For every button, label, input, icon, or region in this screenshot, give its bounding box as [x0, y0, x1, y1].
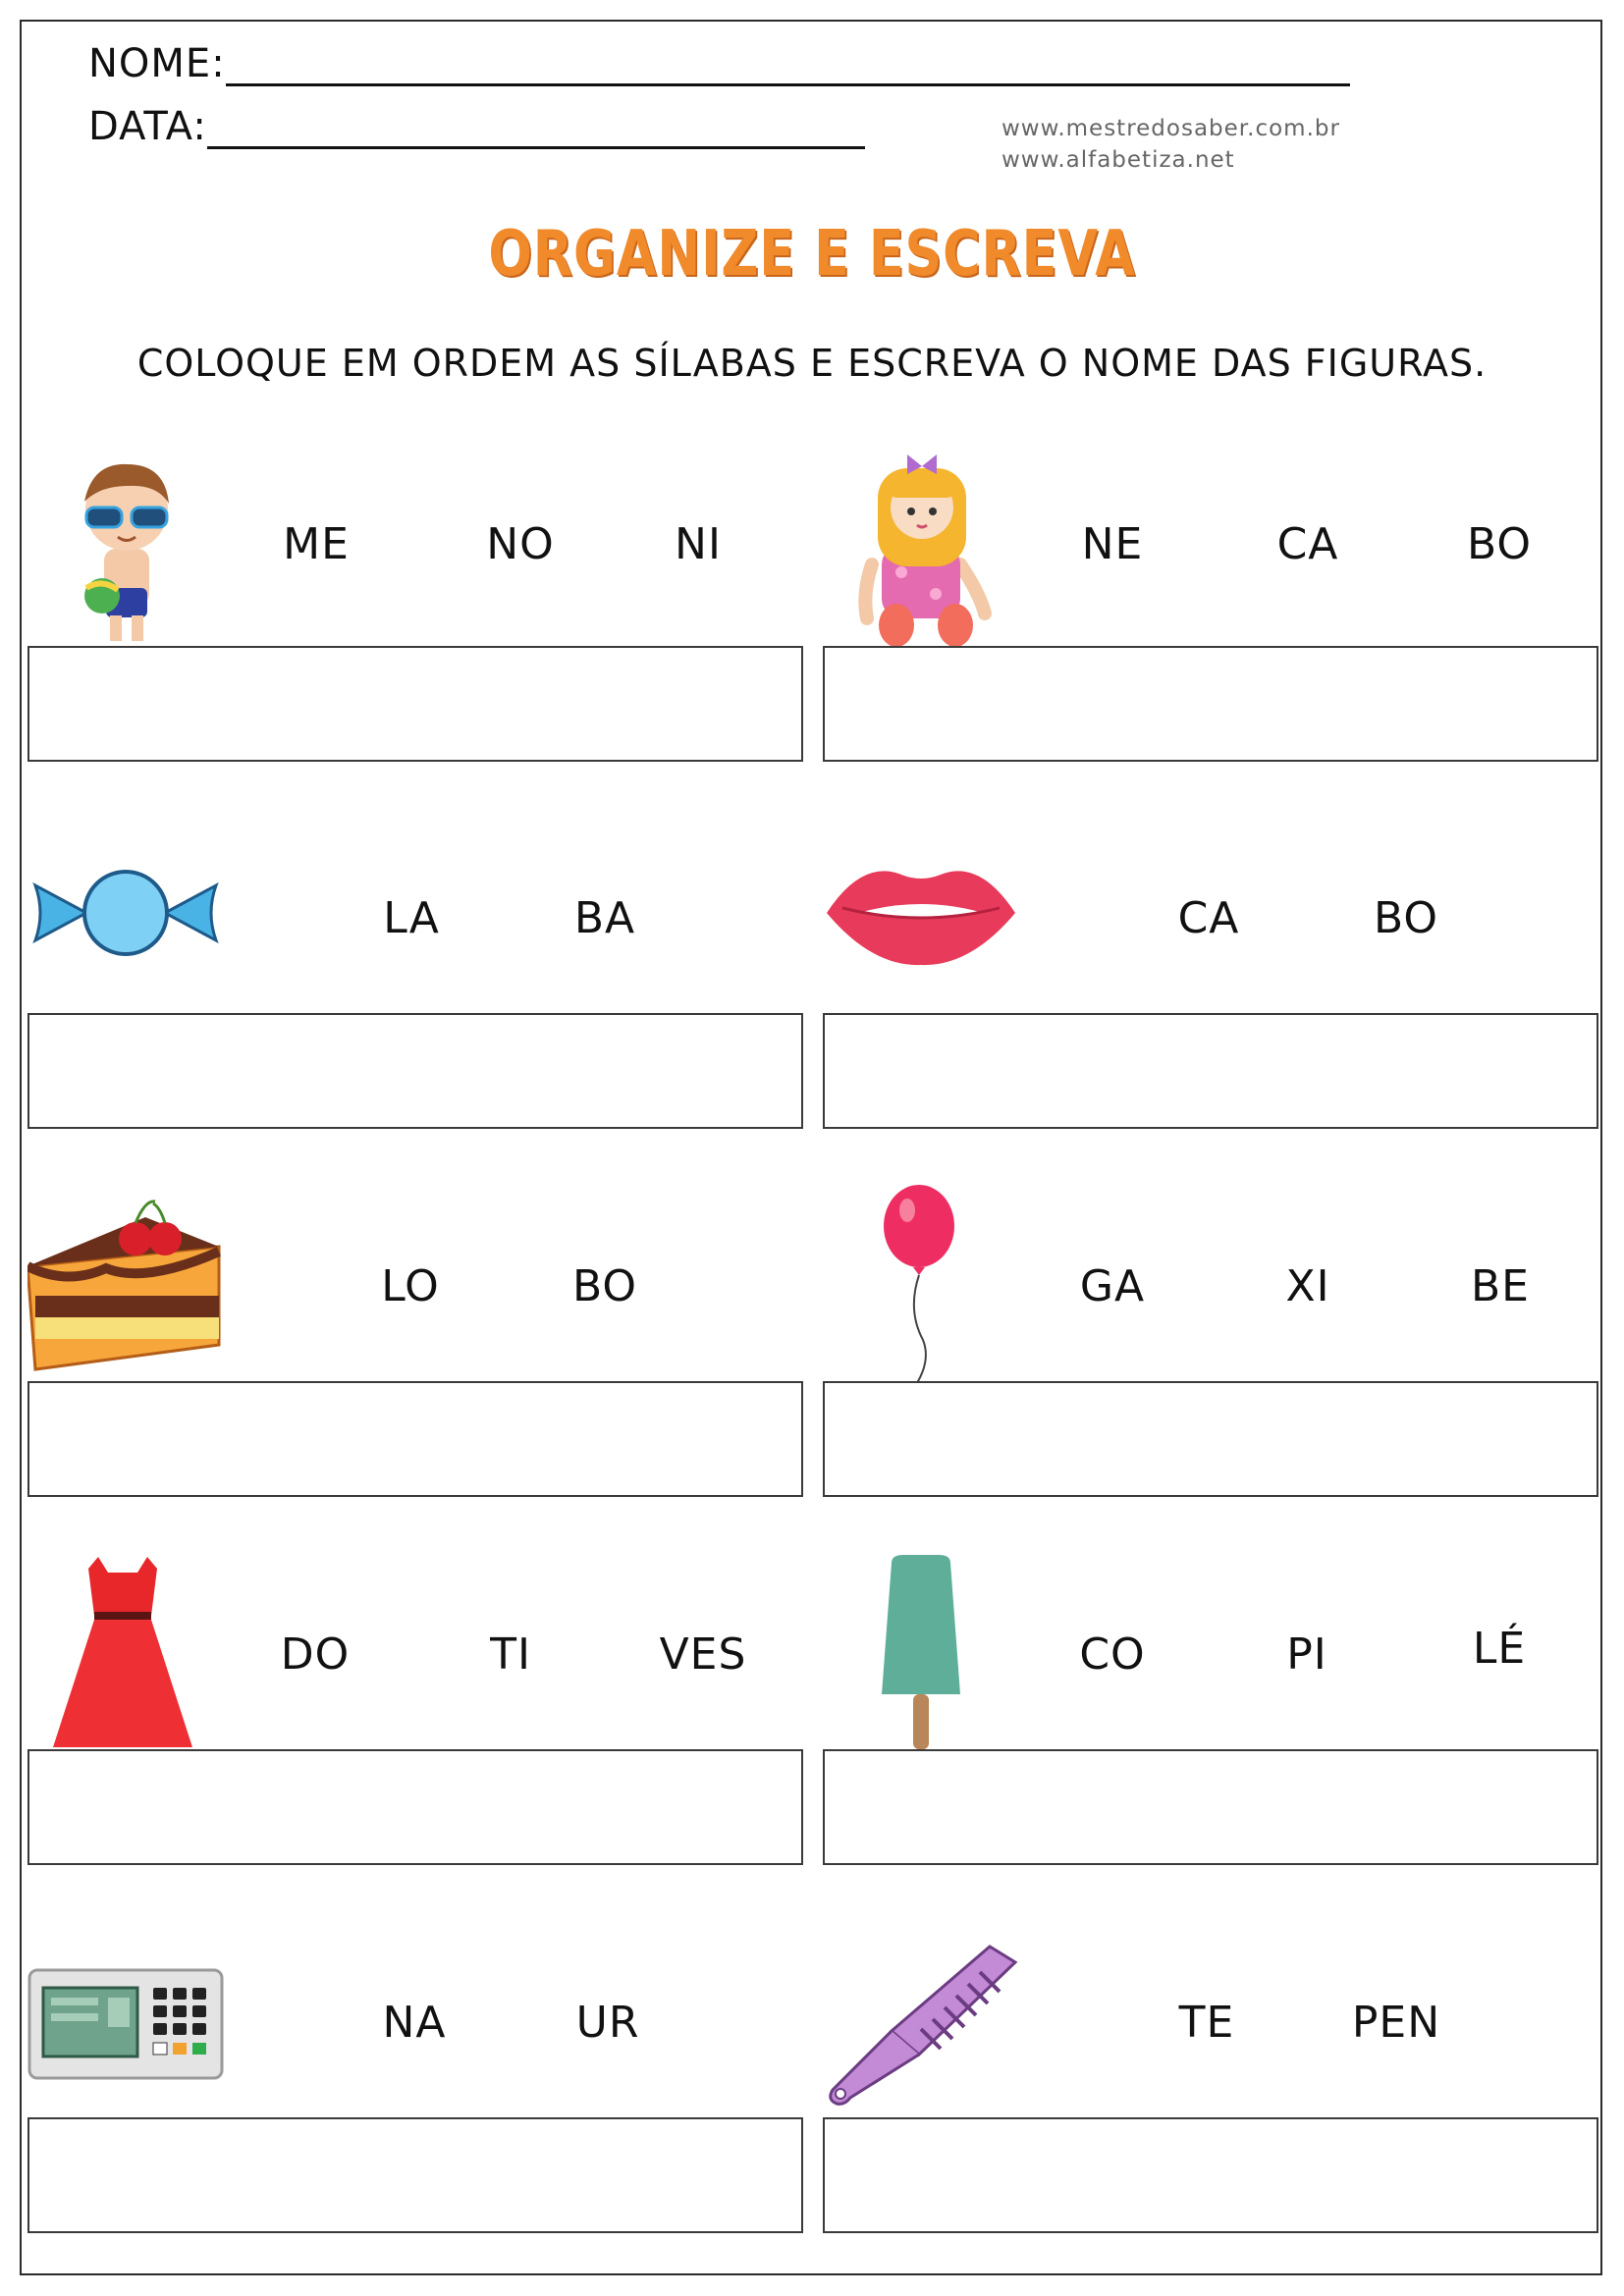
syllable: TI — [490, 1629, 531, 1680]
syllable: PEN — [1351, 1998, 1441, 2048]
balloon-icon — [874, 1183, 962, 1384]
syllable: TE — [1178, 1998, 1235, 2048]
answer-box[interactable] — [27, 1013, 803, 1129]
site-url-1: www.mestredosaber.com.br — [1001, 116, 1340, 141]
site-url-2: www.alfabetiza.net — [1001, 147, 1235, 173]
lips-icon — [823, 859, 1019, 967]
answer-box[interactable] — [823, 2117, 1598, 2233]
date-label: DATA: — [88, 104, 207, 149]
answer-box[interactable] — [27, 1381, 803, 1497]
syllable: BE — [1471, 1261, 1530, 1311]
syllable: PI — [1286, 1629, 1327, 1680]
boy-icon — [63, 451, 190, 647]
voting-machine-icon — [27, 1966, 224, 2084]
answer-box[interactable] — [27, 1749, 803, 1865]
popsicle-icon — [878, 1555, 966, 1751]
syllable: NO — [486, 519, 555, 569]
answer-box[interactable] — [27, 646, 803, 762]
syllable: UR — [575, 1998, 640, 2048]
answer-box[interactable] — [823, 1749, 1598, 1865]
date-field-row — [88, 104, 865, 149]
syllable: NA — [382, 1998, 447, 2048]
syllable: LA — [383, 893, 440, 943]
answer-box[interactable] — [823, 1013, 1598, 1129]
syllable: BO — [1466, 519, 1533, 569]
answer-box[interactable] — [823, 646, 1598, 762]
doll-icon — [842, 447, 1009, 648]
syllable: BA — [573, 893, 636, 943]
name-label: NOME: — [88, 41, 226, 86]
answer-box[interactable] — [27, 2117, 803, 2233]
name-line[interactable] — [226, 46, 1350, 86]
candy-icon — [27, 864, 224, 962]
syllable: LO — [381, 1261, 440, 1311]
date-line[interactable] — [207, 109, 865, 149]
syllable: NE — [1081, 519, 1144, 569]
syllable: LÉ — [1472, 1624, 1527, 1674]
syllable: CO — [1079, 1629, 1146, 1680]
cake-icon — [27, 1198, 224, 1374]
syllable: DO — [280, 1629, 351, 1680]
syllable: XI — [1285, 1261, 1330, 1311]
comb-icon — [823, 1933, 1019, 2109]
syllable: VES — [659, 1629, 747, 1680]
answer-box[interactable] — [823, 1381, 1598, 1497]
syllable: BO — [1373, 893, 1439, 943]
syllable: NI — [675, 519, 722, 569]
dress-icon — [49, 1555, 196, 1751]
syllable: CA — [1276, 519, 1339, 569]
syllable: ME — [283, 519, 350, 569]
instruction-text: COLOQUE EM ORDEM AS SÍLABAS E ESCREVA O NOME DAS FIGURAS. — [136, 342, 1488, 385]
worksheet-title: ORGANIZE E ESCREVA — [488, 218, 1136, 291]
syllable: BO — [571, 1261, 638, 1311]
syllable: CA — [1177, 893, 1240, 943]
name-field-row — [88, 41, 1350, 86]
syllable: GA — [1079, 1261, 1146, 1311]
